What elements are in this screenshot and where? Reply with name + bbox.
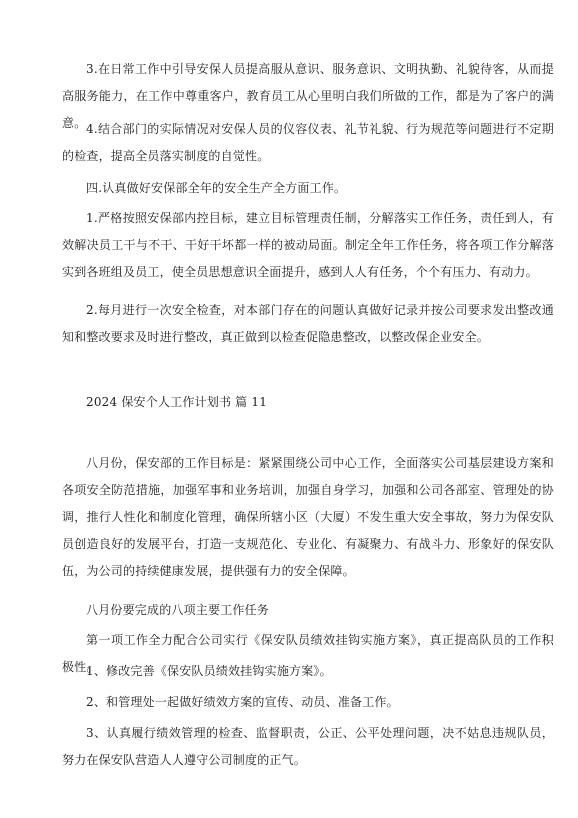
paragraph-august-goal: 八月份，保安部的工作目标是：紧紧围绕公司中心工作，全面落实公司基层建设方案和各项安全防范措施，加强军事和业务培训，加强自身学习，加强和公司各部室、管理处的协调，推行人性化和制度化管理，确保所辖小区（大厦）不发生重大安全事故，努力为保安队员创造良好的发展平台，打造一支规范化、专业化、有凝聚力、有战斗力、形象好的保安队伍，为公司的持续健康发展，提供强有力的安全保障。 (62, 456, 554, 578)
paragraph-task-one: 第一项工作全力配合公司实行《保安队员绩效挂钩实施方案》，真正提高队员的工作积极性。 (62, 633, 554, 674)
list-item-supervision: 3、认真履行绩效管理的检查、监督职责，公正、公平处理问题，决不姑息违规队员，努力在保安队营造人人遵守公司制度的正气。 (62, 726, 554, 767)
paragraph-periodic-inspection: 4.结合部门的实际情况对安保人员的仪容仪表、礼节礼貌、行为规范等问题进行不定期的检查，提高全员落实制度的自觉性。 (62, 122, 554, 163)
paragraph-target-responsibility: 1.严格按照安保部内控目标，建立目标管理责任制，分解落实工作任务，责任到人，有效解决员工干与不干、干好干坏都一样的被动局面。制定全年工作任务，将各项工作分解落实到各班组及员工，使全员思想意识全面提升，感到人人有任务，个个有压力、有动力。 (62, 211, 554, 279)
paragraph-monthly-check: 2.每月进行一次安全检查，对本部门存在的问题认真做好记录并按公司要求发出整改通知和整改要求及时进行整改，真正做到以检查促隐患整改，以整改保企业安全。 (62, 303, 554, 344)
list-item-publicity: 2、和管理处一起做好绩效方案的宣传、动员、准备工作。 (86, 695, 399, 709)
paragraph-service-awareness: 3.在日常工作中引导安保人员提高服从意识、服务意识、文明执勤、礼貌待客，从而提高服务能力，在工作中尊重客户，教育员工从心里明白我们所做的工作，都是为了客户的满意。 (62, 62, 554, 130)
list-item-revise-plan: 1、修改完善《保安队员绩效挂钩实施方案》。 (86, 664, 332, 678)
paragraph-eight-tasks-heading: 八月份要完成的八项主要工作任务 (86, 603, 270, 617)
section-title: 2024 保安个人工作计划书 篇 11 (86, 395, 268, 409)
paragraph-section-four-heading: 四.认真做好安保部全年的安全生产全方面工作。 (86, 181, 347, 195)
